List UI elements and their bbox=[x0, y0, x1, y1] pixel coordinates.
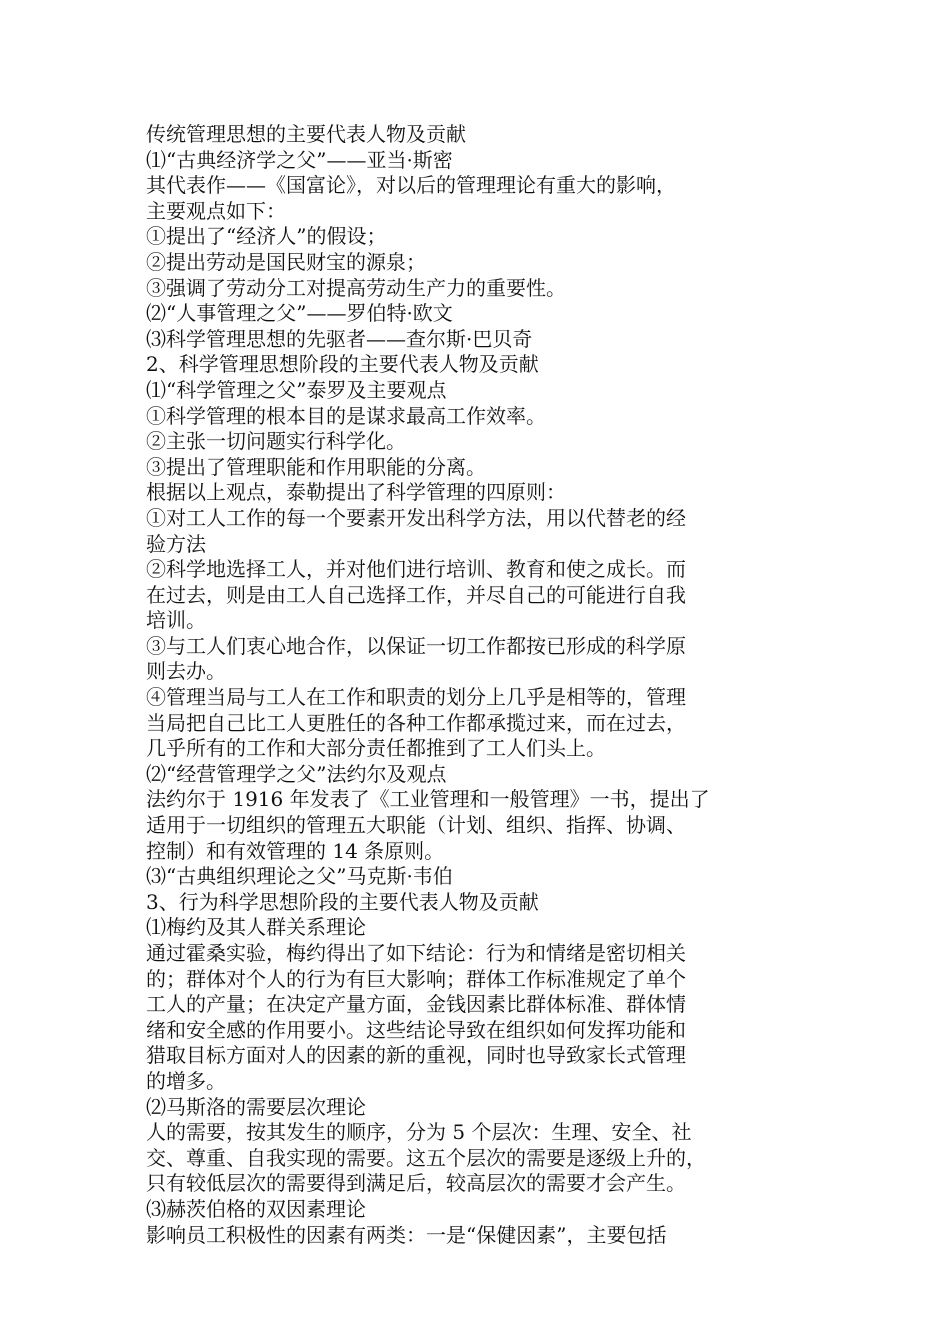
text-line: 的；群体对个人的行为有巨大影响；群体工作标准规定了单个 bbox=[146, 966, 686, 991]
text-line: 适用于一切组织的管理五大职能（计划、组织、指挥、协调、 bbox=[146, 813, 686, 838]
text-line: ⑴“古典经济学之父”——亚当·斯密 bbox=[146, 147, 453, 172]
text-line: 则去办。 bbox=[146, 659, 226, 684]
text-line: ③强调了劳动分工对提高劳动生产力的重要性。 bbox=[146, 275, 566, 300]
text-line: ③提出了管理职能和作用职能的分离。 bbox=[146, 454, 486, 479]
text-line: 在过去，则是由工人自己选择工作，并尽自己的可能进行自我 bbox=[146, 582, 686, 607]
text-line: ⑴梅约及其人群关系理论 bbox=[146, 915, 366, 940]
text-line: 控制）和有效管理的 14 条原则。 bbox=[146, 838, 445, 863]
document-page bbox=[146, 122, 814, 1248]
text-line: 只有较低层次的需要得到满足后，较高层次的需要才会产生。 bbox=[146, 1171, 686, 1196]
text-line: ①科学管理的根本目的是谋求最高工作效率。 bbox=[146, 403, 546, 428]
text-line: ⑴“科学管理之父”泰罗及主要观点 bbox=[146, 377, 447, 402]
text-line: 传统管理思想的主要代表人物及贡献 bbox=[146, 122, 466, 146]
text-line: ⑵“人事管理之父”——罗伯特·欧文 bbox=[146, 301, 453, 326]
text-line: 人的需要，按其发生的顺序，分为 5 个层次：生理、安全、社 bbox=[146, 1120, 692, 1145]
text-line: ②科学地选择工人，并对他们进行培训、教育和使之成长。而 bbox=[146, 557, 686, 582]
text-line: 绪和安全感的作用要小。这些结论导致在组织如何发挥功能和 bbox=[146, 1017, 686, 1042]
text-line: 交、尊重、自我实现的需要。这五个层次的需要是逐级上升的， bbox=[146, 1145, 706, 1170]
text-line: 通过霍桑实验，梅约得出了如下结论：行为和情绪是密切相关 bbox=[146, 941, 686, 965]
text-line: ④管理当局与工人在工作和职责的划分上几乎是相等的，管理 bbox=[146, 685, 686, 710]
text-line: 培训。 bbox=[146, 608, 206, 633]
text-line: 影响员工积极性的因素有两类：一是“保健因素”，主要包括 bbox=[146, 1222, 667, 1247]
text-line: ⑵马斯洛的需要层次理论 bbox=[146, 1094, 366, 1119]
text-line: ①提出了“经济人”的假设； bbox=[146, 224, 387, 249]
text-line: ⑶赫茨伯格的双因素理论 bbox=[146, 1196, 366, 1221]
text-line: ③与工人们衷心地合作，以保证一切工作都按已形成的科学原 bbox=[146, 633, 686, 658]
text-line: 主要观点如下： bbox=[146, 198, 286, 223]
text-line: 几乎所有的工作和大部分责任都推到了工人们头上。 bbox=[146, 736, 606, 761]
text-line: ⑶“古典组织理论之父”马克斯·韦伯 bbox=[146, 864, 453, 889]
text-line: 3、行为科学思想阶段的主要代表人物及贡献 bbox=[146, 889, 539, 914]
text-line: ①对工人工作的每一个要素开发出科学方法，用以代替老的经 bbox=[146, 505, 686, 530]
text-line: 其代表作——《国富论》，对以后的管理理论有重大的影响， bbox=[146, 173, 676, 198]
text-line: 的增多。 bbox=[146, 1068, 226, 1093]
text-line: 验方法 bbox=[146, 531, 206, 556]
text-line: 根据以上观点，泰勒提出了科学管理的四原则： bbox=[146, 480, 566, 505]
text-line: 法约尔于 1916 年发表了《工业管理和一般管理》一书，提出了 bbox=[146, 787, 710, 812]
text-line: ②主张一切问题实行科学化。 bbox=[146, 429, 406, 454]
text-line: 当局把自己比工人更胜任的各种工作都承揽过来，而在过去， bbox=[146, 710, 686, 735]
text-line: ②提出劳动是国民财宝的源泉； bbox=[146, 249, 426, 274]
text-line: ⑶科学管理思想的先驱者——查尔斯·巴贝奇 bbox=[146, 326, 533, 351]
text-line: 猎取目标方面对人的因素的新的重视，同时也导致家长式管理 bbox=[146, 1043, 686, 1068]
text-line: ⑵“经营管理学之父”法约尔及观点 bbox=[146, 761, 447, 786]
text-line: 2、科学管理思想阶段的主要代表人物及贡献 bbox=[146, 352, 539, 377]
text-line: 工人的产量；在决定产量方面，金钱因素比群体标准、群体情 bbox=[146, 992, 686, 1017]
